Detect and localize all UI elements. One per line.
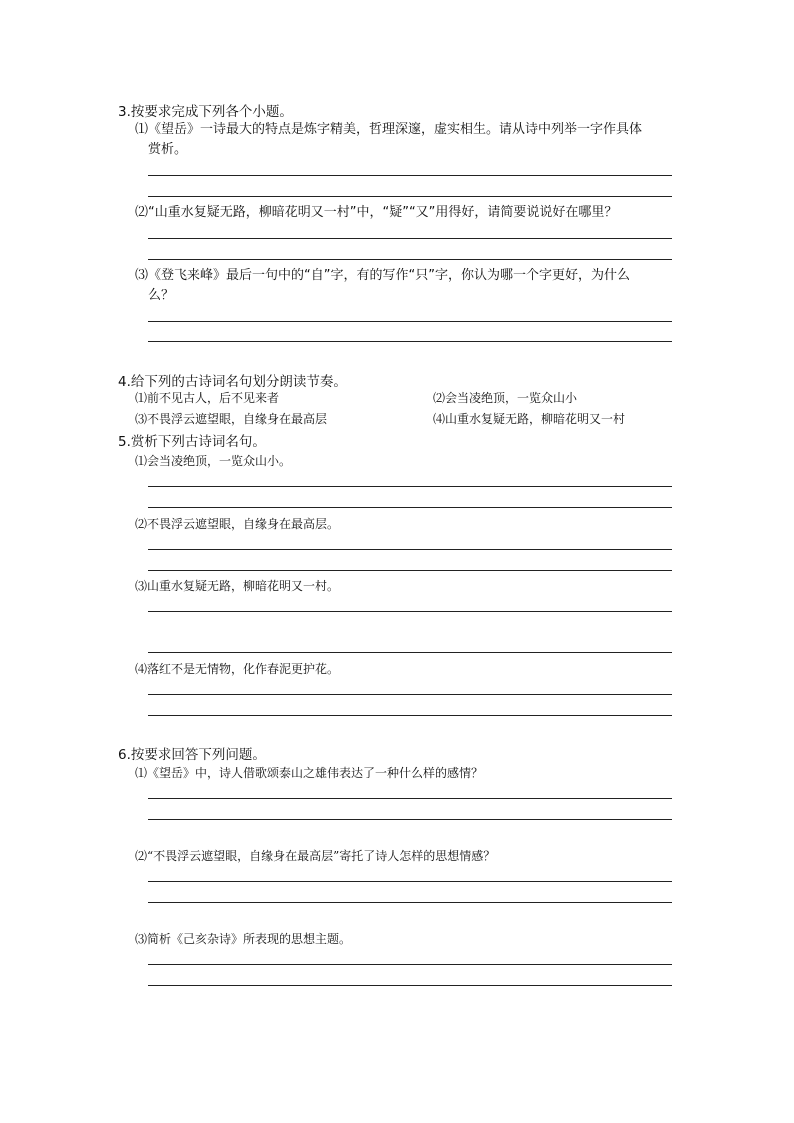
answer-line[interactable] [148, 819, 672, 820]
answer-line[interactable] [148, 507, 672, 508]
answer-line[interactable] [148, 196, 672, 197]
answer-line[interactable] [148, 964, 672, 965]
q3-sub3-line1: ⑶《登飞来峰》最后一句中的“自”字，有的写作“只”字，你认为哪一个字更好，为什么 [135, 268, 630, 283]
q5-item1: ⑴会当凌绝顶，一览众山小。 [135, 454, 292, 468]
q5-item2: ⑵不畏浮云遮望眼，自缘身在最高层。 [135, 517, 340, 531]
answer-line[interactable] [148, 798, 672, 799]
q4-item4: ⑷山重水复疑无路，柳暗花明又一村 [433, 412, 626, 426]
q3-sub1-line1: ⑴《望岳》一诗最大的特点是炼字精美，哲理深邃，虚实相生。请从诗中列举一字作具体 [135, 122, 643, 137]
q3-sub3-line2: 么？ [148, 288, 175, 303]
q5-title: 5.赏析下列古诗词名句。 [118, 434, 266, 450]
answer-line[interactable] [148, 902, 672, 903]
q6-title: 6.按要求回答下列问题。 [118, 747, 266, 763]
answer-line[interactable] [148, 611, 672, 612]
q4-item3: ⑶不畏浮云遮望眼，自缘身在最高层 [135, 412, 328, 426]
q5-item3: ⑶山重水复疑无路，柳暗花明又一村。 [135, 579, 340, 593]
answer-line[interactable] [148, 175, 672, 176]
q4-item2: ⑵会当凌绝顶，一览众山小 [433, 391, 578, 405]
q4-title: 4.给下列的古诗词名句划分朗读节奏。 [118, 374, 347, 390]
q3-sub1-line2: 赏析。 [148, 142, 188, 157]
answer-line[interactable] [148, 694, 672, 695]
answer-line[interactable] [148, 715, 672, 716]
answer-line[interactable] [148, 259, 672, 260]
q3-sub2: ⑵“山重水复疑无路，柳暗花明又一村”中，“疑”“又”用得好，请简要说说好在哪里？ [135, 205, 618, 220]
q6-item2: ⑵“不畏浮云遮望眼，自缘身在最高层”寄托了诗人怎样的思想情感？ [135, 849, 496, 863]
answer-line[interactable] [148, 985, 672, 986]
q6-item3: ⑶简析《己亥杂诗》所表现的思想主题。 [135, 932, 352, 946]
answer-line[interactable] [148, 238, 672, 239]
q4-item1: ⑴前不见古人，后不见来者 [135, 391, 280, 405]
answer-line[interactable] [148, 341, 672, 342]
answer-line[interactable] [148, 549, 672, 550]
q6-item1: ⑴《望岳》中，诗人借歌颂泰山之雄伟表达了一种什么样的感情？ [135, 766, 484, 780]
q3-title: 3.按要求完成下列各个小题。 [118, 104, 293, 120]
q5-item4: ⑷落红不是无情物，化作春泥更护花。 [135, 662, 340, 676]
answer-line[interactable] [148, 321, 672, 322]
answer-line[interactable] [148, 652, 672, 653]
answer-line[interactable] [148, 570, 672, 571]
answer-line[interactable] [148, 486, 672, 487]
answer-line[interactable] [148, 881, 672, 882]
